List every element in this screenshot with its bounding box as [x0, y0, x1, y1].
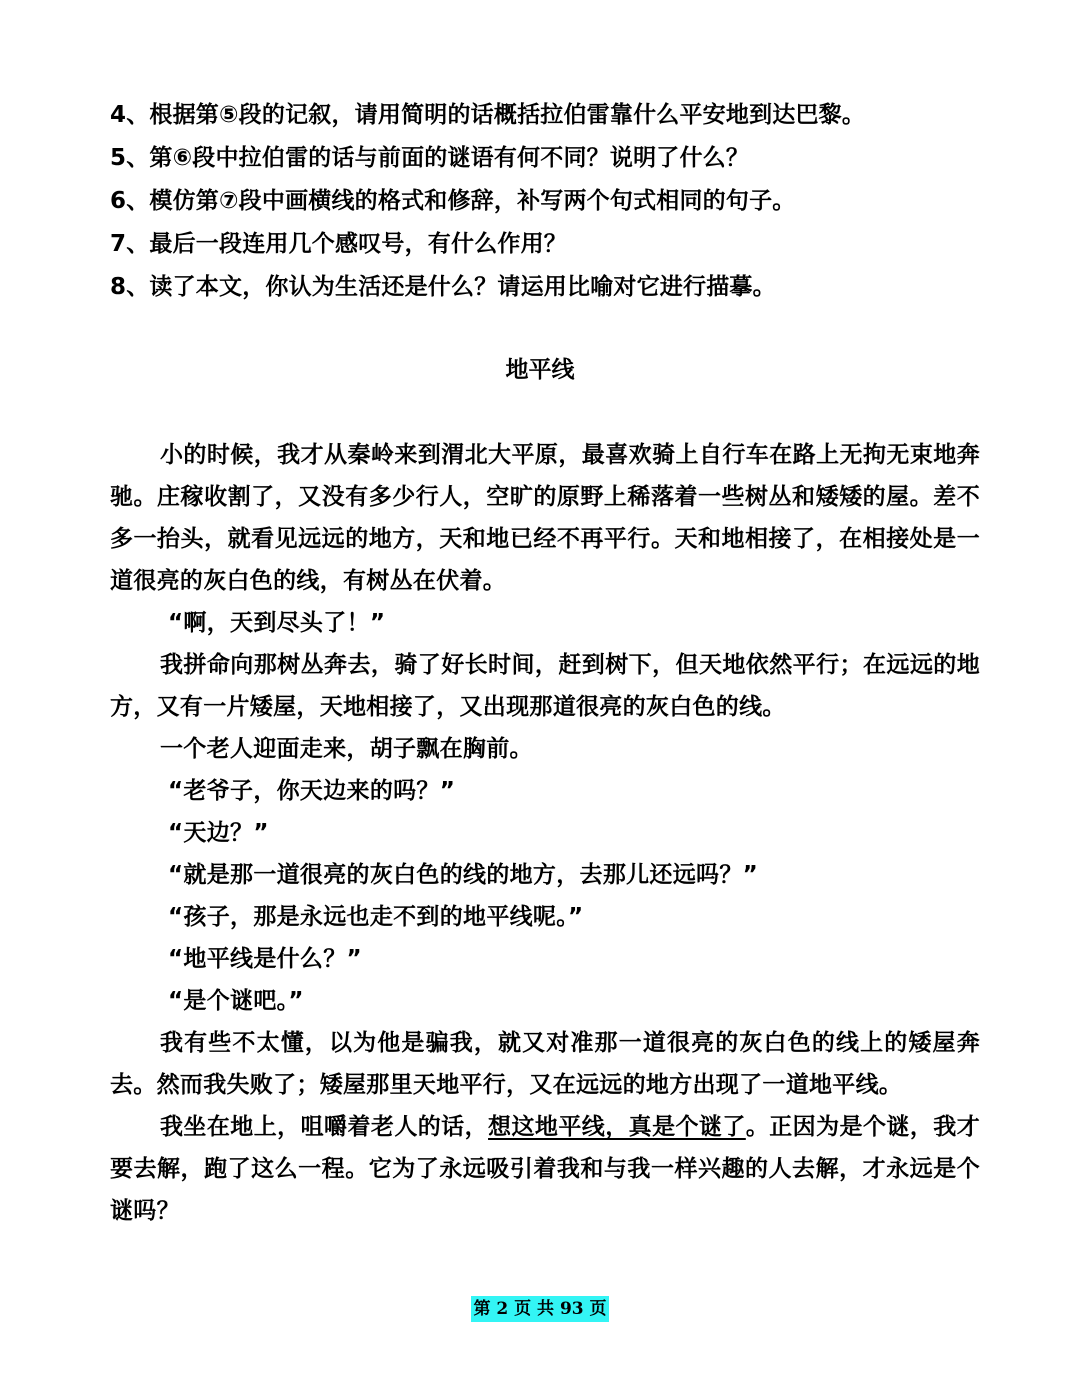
question-7: 7、最后一段连用几个感叹号，有什么作用？	[110, 231, 568, 257]
paragraph-4: 我有些不太懂，以为他是骗我，就又对准那一道很亮的灰白色的线上的矮屋奔去。然而我失败了；矮屋那里天地平行，又在远远的地方出现了一道地平线。	[110, 1030, 980, 1098]
paragraph-5-start: 我坐在地上，咀嚼着老人的话，	[160, 1114, 489, 1140]
paragraph-5	[110, 1106, 980, 1232]
dialog-line-7: “是个谜吧。”	[168, 988, 304, 1014]
page-footer	[0, 1296, 1080, 1322]
question-list	[110, 94, 990, 309]
dialog-line-3: “天边？”	[168, 820, 269, 846]
question-4: 4、根据第⑤段的记叙，请用简明的话概括拉伯雷靠什么平安地到达巴黎。	[110, 102, 866, 128]
dialog-line-4: “就是那一道很亮的灰白色的线的地方，去那儿还远吗？”	[168, 862, 759, 888]
dialog-line-6: “地平线是什么？”	[168, 946, 362, 972]
paragraph-2: 我拼命向那树丛奔去，骑了好长时间，赶到树下，但天地依然平行；在远远的地方，又有一片矮屋，天地相接了，又出现那道很亮的灰白色的线。	[110, 652, 980, 720]
dialog-line-1: “啊，天到尽头了！”	[168, 610, 386, 636]
question-6: 6、模仿第⑦段中画横线的格式和修辞，补写两个句式相同的句子。	[110, 188, 796, 214]
dialog-line-5: “孩子，那是永远也走不到的地平线呢。”	[168, 904, 584, 930]
dialog-line-2: “老爷子，你天边来的吗？”	[168, 778, 456, 804]
underlined-sentence: 想这地平线，真是个谜了	[488, 1114, 746, 1140]
article-body	[110, 434, 980, 1232]
question-5: 5、第⑥段中拉伯雷的话与前面的谜语有何不同？说明了什么？	[110, 145, 750, 171]
paragraph-3: 一个老人迎面走来，胡子飘在胸前。	[160, 736, 533, 762]
page-number: 第 2 页 共 93 页	[471, 1296, 608, 1322]
paragraph-5-end: 。正因为是个谜，我才要去解，跑了这么一程。它为了永远吸引着我和与我一样兴趣的人去解，才永远是个谜吗？	[110, 1114, 980, 1224]
question-8: 8、读了本文，你认为生活还是什么？请运用比喻对它进行描摹。	[110, 274, 776, 300]
article-title: 地平线	[505, 357, 575, 383]
paragraph-1: 小的时候，我才从秦岭来到渭北大平原，最喜欢骑上自行车在路上无拘无束地奔驰。庄稼收割了，又没有多少行人，空旷的原野上稀落着一些树丛和矮矮的屋。差不多一抬头，就看见远远的地方，天和地已经不再平行。天和地相接了，在相接处是一道很亮的灰白色的线，有树丛在伏着。	[110, 442, 980, 594]
